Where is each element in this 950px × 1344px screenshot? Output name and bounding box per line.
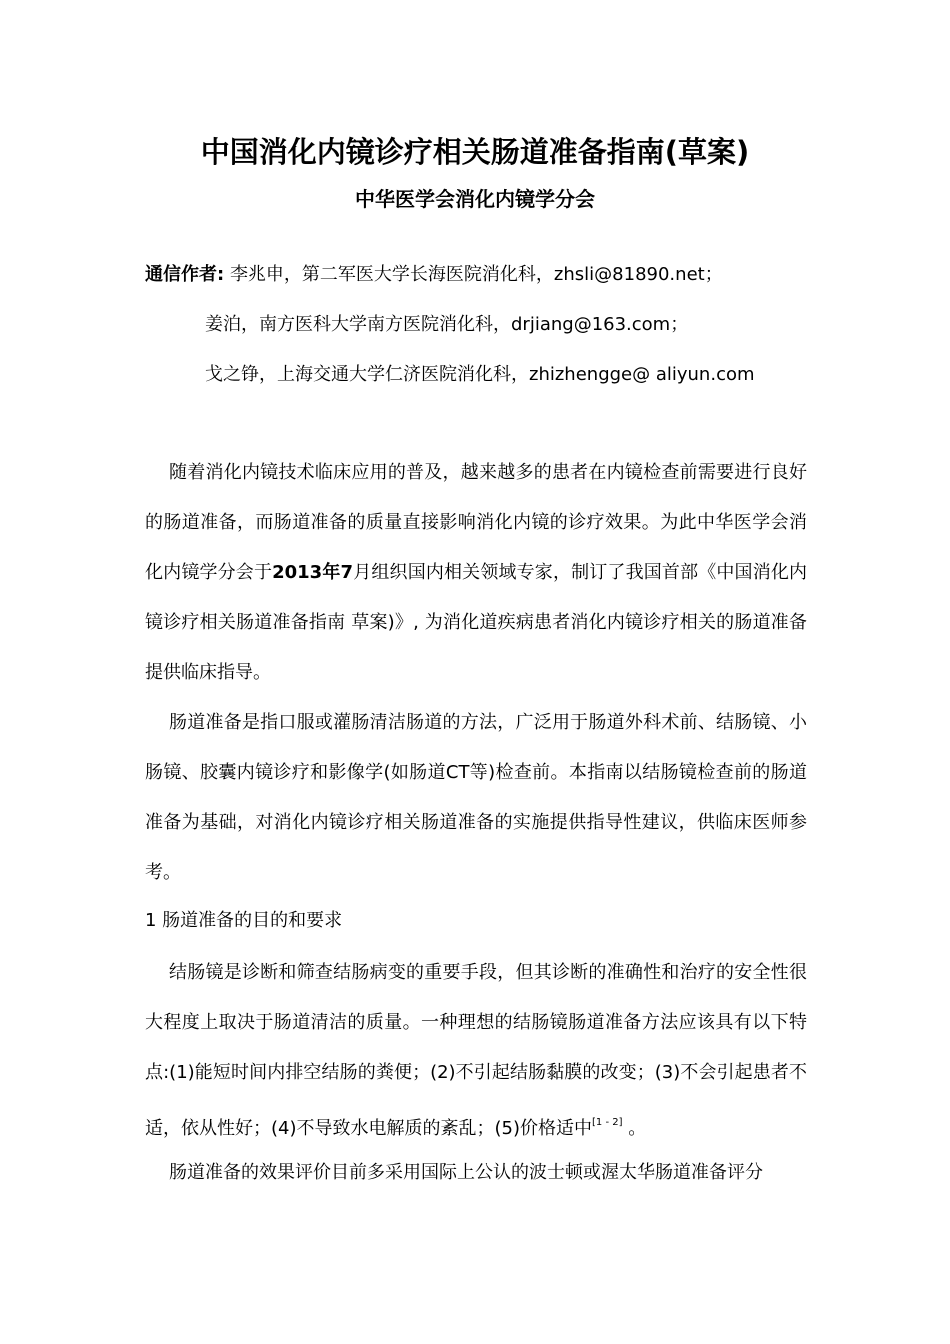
paragraph-2: 肠道准备是指口服或灌肠清洁肠道的方法，广泛用于肠道外科术前、结肠镜、小肠镜、胶囊内镜诊疗和影像学(如肠道CT等)检查前。本指南以结肠镜检查前的肠道准备为基础，对消化内镜诊疗相关肠道准备的实施提供指导性建议，供临床医师参考。	[145, 712, 807, 883]
document-title: 中国消化内镜诊疗相关肠道准备指南(草案)	[200, 135, 750, 169]
paragraph-3	[145, 948, 807, 1154]
author-line-1	[145, 262, 723, 288]
author-3: 戈之铮，上海交通大学仁济医院消化科，zhizhengge@ aliyun.com	[205, 364, 755, 385]
citation: [1 - 2]	[592, 1117, 623, 1128]
paragraph-1-text-b: 月组织国内相关领域专家，制订了我国首部《中国消化内镜诊疗相关肠道准备指南 草案)》, 为消化道疾病患者消化内镜诊疗相关的肠道准备提供临床指导。	[145, 562, 808, 683]
paragraph-1	[145, 448, 807, 698]
paragraph-3-text: 结肠镜是诊断和筛查结肠病变的重要手段，但其诊断的准确性和治疗的安全性很大程度上取决于肠道清洁的质量。一种理想的结肠镜肠道准备方法应该具有以下特点:(1)能短时间内排空结肠的粪便；(2)不引起结肠黏膜的改变；(3)不会引起患者不适，依从性好；(4)不导致水电解质的紊乱；(5)价格适中	[145, 962, 807, 1139]
authors-label: 通信作者:	[145, 264, 225, 285]
document-subtitle: 中华医学会消化内镜学分会	[355, 187, 595, 211]
paragraph-3-end: 。	[622, 1118, 647, 1139]
author-2: 姜泊，南方医科大学南方医院消化科，drjiang@163.com；	[205, 314, 689, 335]
paragraph-1-date: 2013年7	[272, 562, 354, 583]
author-1: 李兆申，第二军医大学长海医院消化科，zhsli@81890.net；	[229, 264, 723, 285]
paragraph-4: 肠道准备的效果评价目前多采用国际上公认的波士顿或渥太华肠道准备评分	[169, 1162, 763, 1183]
section-heading-1: 1 肠道准备的目的和要求	[145, 910, 343, 931]
paragraph-1-text-a: 随着消化内镜技术临床应用的普及，越来越多的患者在内镜检查前需要进行良好的肠道准备，而肠道准备的质量直接影响消化内镜的诊疗效果。为此中华医学会消化内镜学分会于	[145, 462, 807, 583]
